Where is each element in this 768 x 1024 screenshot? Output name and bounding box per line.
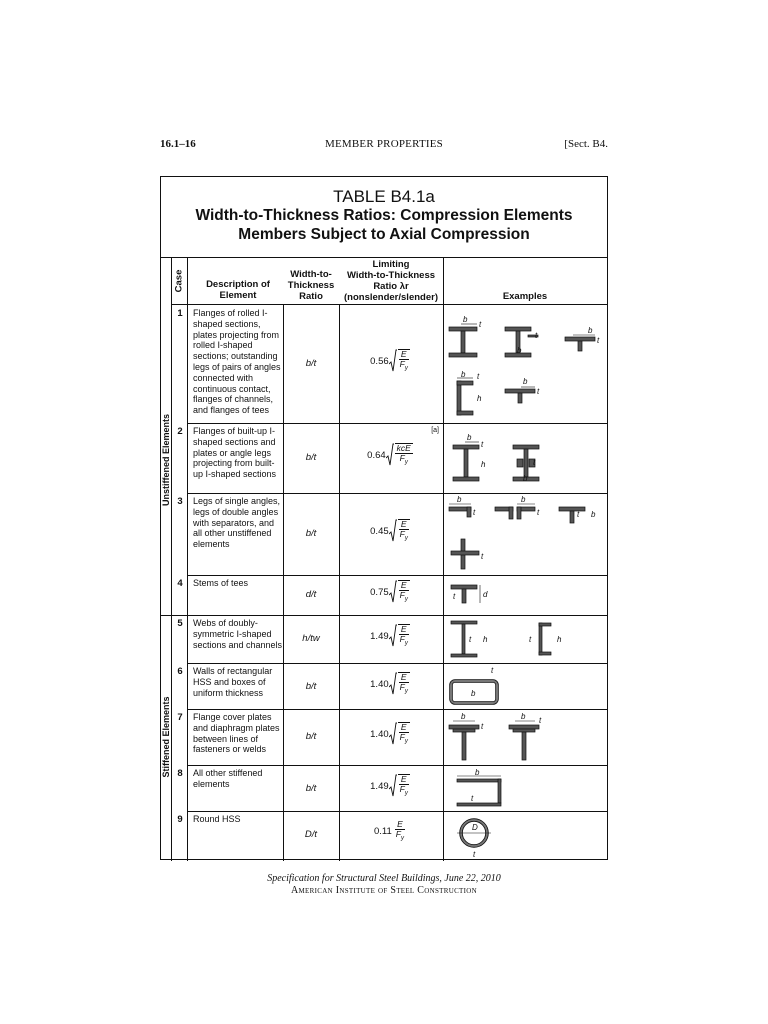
example-shapes: [443, 765, 607, 811]
svg-text:D: D: [472, 823, 478, 832]
footnote-marker: [a]: [431, 427, 439, 434]
header-description: Description of Element: [193, 257, 283, 305]
svg-text:t: t: [471, 794, 474, 803]
svg-text:b: b: [521, 495, 526, 504]
limit-formula: 1.49 $\frac{E}{F_y}$: [370, 774, 408, 797]
svg-text:t: t: [533, 458, 536, 467]
example-shapes: [443, 615, 607, 663]
svg-text:t: t: [577, 510, 580, 519]
table-title-block: [161, 177, 607, 258]
svg-text:b: b: [471, 689, 476, 698]
example-shapes: [443, 575, 607, 615]
svg-text:b: b: [517, 346, 522, 355]
header-ratio: Width-to-Thickness Ratio: [283, 257, 339, 305]
svg-text:b: b: [523, 474, 528, 483]
svg-text:t: t: [537, 387, 540, 396]
page-footer: [0, 873, 768, 897]
table-title: TABLE B4.1a: [333, 187, 435, 206]
svg-text:t: t: [481, 722, 484, 731]
table-row: 3 Legs of single angles, legs of double angles with separators, and all other unstiffened elements b/t 0.45 $\frac{E}{F_y}$ b t b t t b t: [161, 493, 607, 575]
svg-text:b: b: [521, 712, 526, 721]
limit-formula: 1.40 $\frac{E}{F_y}$: [370, 672, 408, 695]
table-row: 8 All other stiffened elements b/t 1.49 $\frac{E}{F_y}$ b t: [161, 765, 607, 811]
table-frame: [160, 176, 608, 860]
svg-text:b: b: [461, 712, 466, 721]
section-title: MEMBER PROPERTIES: [325, 138, 443, 150]
table-row: 9 Round HSS D/t 0.11 $\frac{E}{F_y}$ D t: [161, 811, 607, 859]
limit-formula: 0.11 $\frac{E}{F_y}$: [374, 819, 404, 842]
table-row: 6 Walls of rectangular HSS and boxes of uniform thickness b/t 1.40 $\frac{E}{F_y}$ b t: [161, 663, 607, 709]
example-shapes: [443, 663, 607, 709]
svg-text:t: t: [597, 336, 600, 345]
footer-line-1: Specification for Structural Steel Buildings, June 22, 2010: [267, 873, 501, 884]
group-stiffened: Stiffened Elements: [161, 696, 171, 778]
table-row: 5 Webs of doubly-symmetric I-shaped sections and channels h/tw 1.49 $\frac{E}{F_y}$ t h t h: [161, 615, 607, 663]
header-examples: Examples: [443, 257, 607, 305]
table-subtitle-2: Members Subject to Axial Compression: [238, 226, 530, 243]
svg-text:t: t: [477, 372, 480, 381]
svg-text:h: h: [483, 635, 488, 644]
svg-text:b: b: [588, 326, 593, 335]
example-shapes: [443, 305, 607, 423]
limit-formula: 0.64 $\frac{\text{kcE}}{F_y}$: [367, 443, 411, 466]
example-shapes: [443, 493, 607, 575]
limit-formula: 1.40 $\frac{E}{F_y}$: [370, 722, 408, 745]
running-head: [160, 138, 608, 152]
svg-text:h: h: [557, 635, 562, 644]
svg-text:t: t: [535, 331, 538, 340]
limit-formula: 1.49 $\frac{E}{F_y}$: [370, 624, 408, 647]
table-row: 2 Flanges of built-up I-shaped sections and plates or angle legs projecting from built-up I-shaped sections b/t [a] 0.64 $\frac{\text{kcE}}{F_y}$ b t h t b: [161, 423, 607, 493]
svg-text:b: b: [591, 510, 596, 519]
svg-text:t: t: [453, 592, 456, 601]
table-row: 7 Flange cover plates and diaphragm plates between lines of fasteners or welds b/t 1.40 $\frac{E}{F_y}$ b t b t: [161, 709, 607, 765]
svg-text:t: t: [473, 850, 476, 859]
svg-text:h: h: [481, 460, 486, 469]
example-shapes: [443, 709, 607, 765]
svg-text:t: t: [481, 440, 484, 449]
svg-text:t: t: [469, 635, 472, 644]
limit-formula: 0.56 $\frac{E}{F_y}$: [370, 349, 408, 372]
svg-text:t: t: [491, 666, 494, 675]
table-row: 4 Stems of tees d/t 0.75 $\frac{E}{F_y}$ t d: [161, 575, 607, 615]
svg-text:t: t: [481, 552, 484, 561]
svg-text:b: b: [463, 315, 468, 324]
section-ref: [Sect. B4.: [564, 138, 608, 150]
limit-formula: 0.45 $\frac{E}{F_y}$: [370, 519, 408, 542]
limit-formula: 0.75 $\frac{E}{F_y}$: [370, 580, 408, 603]
svg-text:b: b: [475, 768, 480, 777]
svg-text:h: h: [477, 394, 482, 403]
svg-text:b: b: [461, 370, 466, 379]
svg-text:b: b: [523, 377, 528, 386]
svg-text:t: t: [537, 508, 540, 517]
example-shapes: [443, 811, 607, 859]
header-limit: Limiting Width-to-Thickness Ratio λr (nonslender/slender): [344, 259, 438, 303]
svg-text:b: b: [467, 433, 472, 442]
footer-line-2: American Institute of Steel Construction: [291, 885, 477, 896]
table-subtitle-1: Width-to-Thickness Ratios: Compression Elements: [195, 207, 573, 224]
group-unstiffened: Unstiffened Elements: [161, 413, 171, 507]
svg-text:t: t: [529, 635, 532, 644]
svg-text:b: b: [457, 495, 462, 504]
svg-text:t: t: [473, 508, 476, 517]
svg-text:t: t: [479, 320, 482, 329]
svg-text:t: t: [539, 716, 542, 725]
page-number: 16.1–16: [160, 138, 196, 150]
svg-text:d: d: [483, 590, 488, 599]
header-case: Case: [173, 269, 185, 293]
example-shapes: [443, 423, 607, 493]
table-row: 1 Flanges of rolled I-shaped sections, plates projecting from rolled I-shaped sections; outstanding legs of pairs of angles connected with continuous contact, flanges of channels, and flanges of tees b/t 0.56 $\frac{E}{F_y}$ b t b t b t b t h b t: [161, 305, 607, 423]
